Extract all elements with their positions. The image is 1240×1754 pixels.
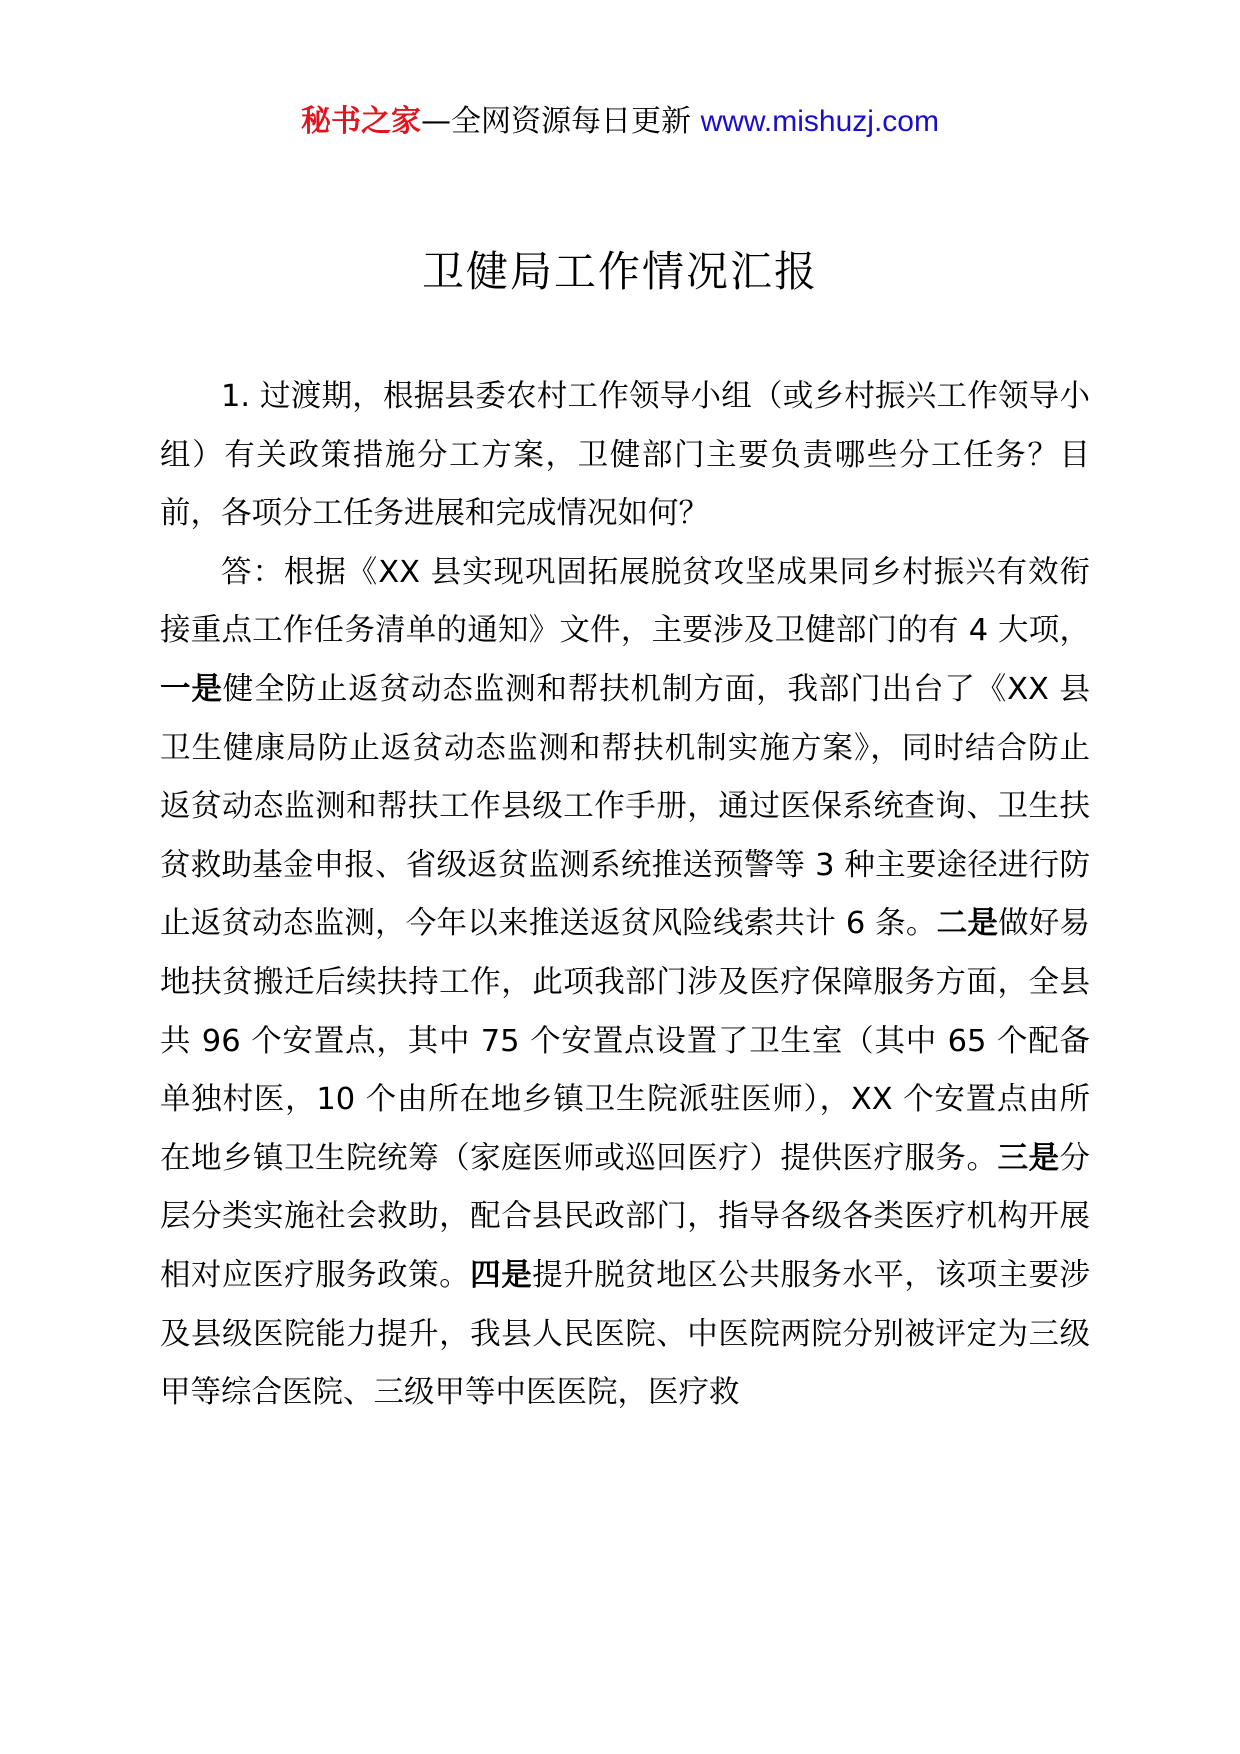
- site-url-link[interactable]: www.mishuzj.com: [700, 105, 939, 138]
- point-text-3: 分层分类实施社会救助，配合县民政部门，指导各级各类医疗机构开展相对应医疗服务政策。: [160, 1140, 1091, 1293]
- point-marker-1: 一是: [160, 671, 223, 707]
- answer-paragraph: [160, 544, 1090, 1423]
- header-tagline: —全网资源每日更新: [421, 104, 701, 139]
- point-text-4: 提升脱贫地区公共服务水平，该项主要涉及县级医院能力提升，我县人民医院、中医院两院分别被评定为三级甲等综合医院、三级甲等中医医院，医疗救: [160, 1257, 1091, 1411]
- site-header: [0, 100, 1240, 144]
- question-paragraph: 1. 过渡期，根据县委农村工作领导小组（或乡村振兴工作领导小组）有关政策措施分工方案，卫健部门主要负责哪些分工任务？目前，各项分工任务进展和完成情况如何？: [160, 379, 1090, 532]
- point-marker-3: 三是: [997, 1140, 1060, 1176]
- point-marker-2: 二是: [936, 906, 999, 942]
- point-text-1: 健全防止返贫动态监测和帮扶机制方面，我部门出台了《XX 县卫生健康局防止返贫动态监测和帮扶机制实施方案》，同时结合防止返贫动态监测和帮扶工作县级工作手册，通过医保系统查询、卫生扶贫救助基金申报、省级返贫监测系统推送预警等 3 种主要途径进行防止返贫动态监测，今年以来推送返贫风险线索共计 6 条。: [160, 671, 1091, 942]
- brand-name: 秘书之家: [301, 104, 422, 139]
- document-title: 卫健局工作情况汇报: [421, 247, 818, 296]
- answer-intro: 答：根据《XX 县实现巩固拓展脱贫攻坚成果同乡村振兴有效衔接重点工作任务清单的通知》文件，主要涉及卫健部门的有 4 大项，: [160, 554, 1090, 649]
- point-text-2: 做好易地扶贫搬迁后续扶持工作，此项我部门涉及医疗保障服务方面，全县共 96 个安置点，其中 75 个安置点设置了卫生室（其中 65 个配备单独村医，10 个由所在地乡镇卫生院派驻医师），XX 个安置点由所在地乡镇卫生院统筹（家庭医师或巡回医疗）提供医疗服务。: [160, 906, 1091, 1176]
- document-body: [160, 368, 1090, 1423]
- point-marker-4: 四是: [470, 1257, 533, 1293]
